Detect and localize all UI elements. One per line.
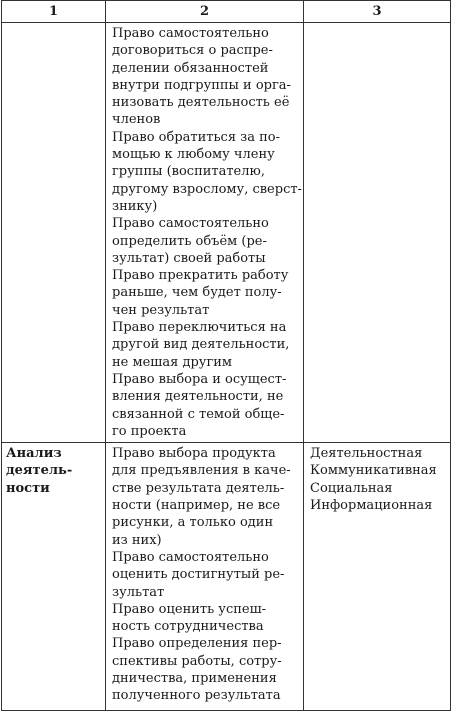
cell-text-line: Социальная [310,480,393,496]
cell-text-line: чен результат [112,302,210,318]
cell-text-line: Право оценить успеш- [112,601,267,617]
cell-text-line: Коммуникативная [310,463,437,479]
column-header-1: 1 [2,1,106,23]
cell-text-line: Право выбора и осущест- [112,371,287,387]
cell-text-line: не мешая другим [112,354,233,370]
section-cell [2,443,106,711]
column-header-3: 3 [304,1,451,23]
cell-text-line: другому взрослому, сверст- [112,181,302,197]
cell-text-line: стве результата деятель- [112,480,285,496]
cell-text-line: для предъявления в каче- [112,463,291,479]
cell-text-line: Право определения пер- [112,636,282,652]
cell-text-line: спективы работы, сотру- [112,653,282,669]
cell-text-line: Деятельностная [310,446,423,462]
cell-text-line: Анализ [6,446,62,462]
cell-text-line: Право самостоятельно [112,216,269,232]
cell-text-line: Право прекратить работу [112,268,289,284]
cell-text-line: Право обратиться за по- [112,129,281,145]
cell-text-line: Право самостоятельно [112,26,269,41]
cell-text-line: связанной с темой обще- [112,406,285,422]
cell-text-line: группы (воспитателю, [112,164,265,180]
cell-text-line: делении обязанностей [112,60,269,76]
cell-text-line: зультат [112,584,165,600]
activity-types-cell [304,443,451,711]
cell-text-line: раньше, чем будет полу- [112,285,282,301]
rights-table [1,0,451,711]
cell-text-line: полученного результата [112,688,281,704]
cell-text-line: определить объём (ре- [112,233,267,249]
cell-text-line: зультат) своей работы [112,250,266,266]
cell-text-line: рисунки, а только один [112,515,274,531]
cell-text-line: дничества, применения [112,670,277,686]
cell-text-line: го проекта [112,423,187,439]
cell-text-line: низовать деятельность её [112,95,290,111]
table-row [2,443,451,711]
rights-cell [106,443,304,711]
header-row [2,1,451,23]
cell-text-line: внутри подгруппы и орга- [112,77,291,93]
cell-text-line: Право переключиться на [112,320,287,336]
cell-text-line: ности (например, не все [112,498,281,514]
cell-text-line: ность сотрудничества [112,619,264,635]
cell-text-line: Право выбора продукта [112,446,276,462]
cell-text-line: оценить достигнутый ре- [112,567,285,583]
cell-text-line: мощью к любому члену [112,147,275,163]
cell-text-line: членов [112,112,161,128]
rights-cell [106,23,304,443]
cell-text-line: другой вид деятельности, [112,337,290,353]
table-row [2,23,451,443]
cell-text-line: вления деятельности, не [112,389,284,405]
cell-text-line: деятель- [6,463,73,479]
cell-text-line: знику) [112,198,158,214]
cell-text-line: Информационная [310,498,433,514]
activity-types-cell [304,23,451,443]
cell-text-line: ности [6,480,50,496]
section-cell [2,23,106,443]
cell-text-line: из них) [112,532,162,548]
column-header-2: 2 [106,1,304,23]
cell-text-line: договориться о распре- [112,43,273,59]
cell-text-line: Право самостоятельно [112,549,269,565]
